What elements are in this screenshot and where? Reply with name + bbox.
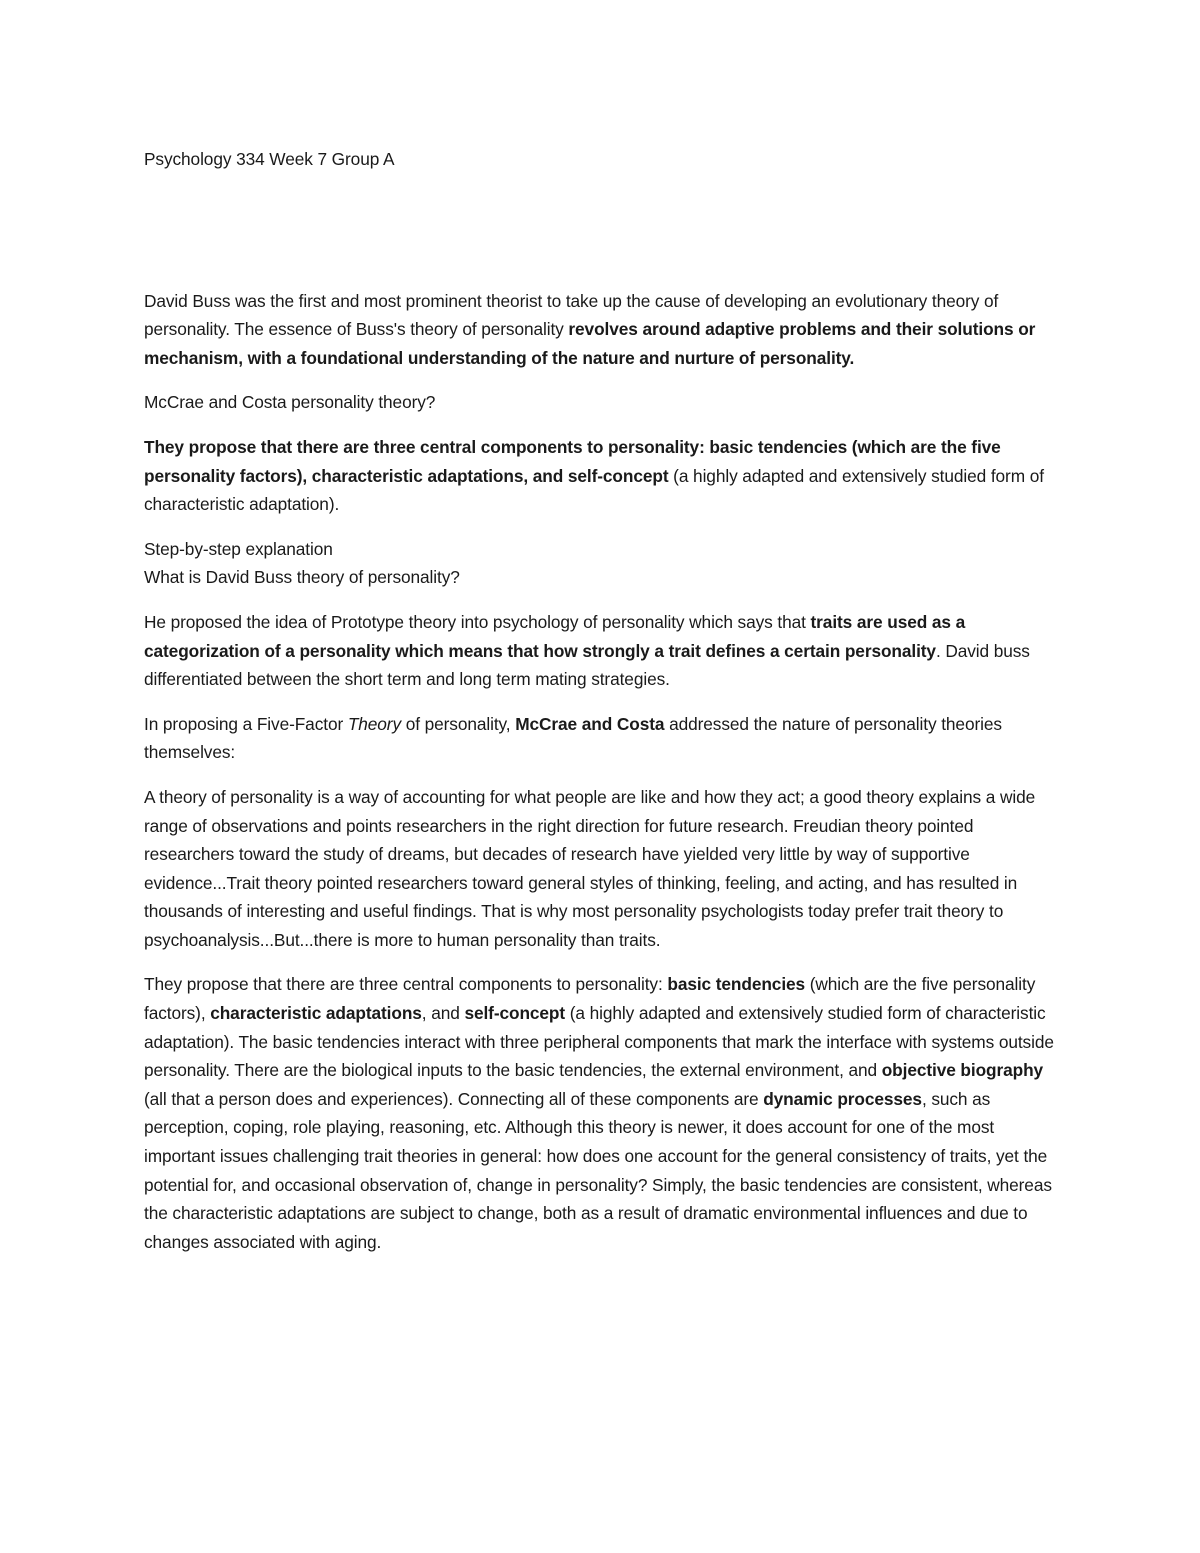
paragraph-mccrae-costa-question [144,388,1056,417]
text-run: They propose that there are three central components to personality: [144,974,668,995]
paragraph-components-detail [144,970,1056,1256]
paragraph-prototype-theory [144,608,1056,694]
bold-text: dynamic processes [763,1088,922,1109]
text-run: , such as perception, coping, role playing, reasoning, etc. Although this theory is newer, it does account for one of the most important issues challenging trait theories in general: how does one account for the general consistency of traits, yet the potential for, and occasional observation of, change in personality? Simply, the basic tendencies are consistent, whereas the characteristic adaptations are subject to change, both as a result of dramatic environmental influences and due to changes associated with aging. [144,1088,1052,1252]
text-run: What is David Buss theory of personality? [144,567,460,588]
text-run: (a highly adapted and extensively studied form of characteristic adaptation). [144,465,1044,515]
text-run: Step-by-step explanation [144,538,333,559]
bold-text: They propose that there are three central components to personality: basic tendencies (which are the five personality factors), characteristic adaptations, and self-concept [144,436,1001,486]
text-run: A theory of personality is a way of accounting for what people are like and how they act; a good theory explains a wide range of observations and points researchers in the right direction for future research. Freudian theory pointed researchers toward the study of dreams, but decades of research have yielded very little by way of supportive evidence...Trait theory pointed researchers toward general styles of thinking, feeling, and acting, and has resulted in thousands of interesting and useful findings. That is why most personality psychologists today prefer trait theory to psychoanalysis...But...there is more to human personality than traits. [144,786,1036,950]
text-run: (a highly adapted and extensively studied form of characteristic adaptation). The basic tendencies interact with three peripheral components that mark the interface with systems outside personality. There are the biological inputs to the basic tendencies, the external environment, and [144,1003,1054,1081]
paragraph-three-components [144,433,1056,519]
text-run: McCrae and Costa personality theory? [144,392,436,413]
text-run: of personality, [401,713,516,734]
bold-text: objective biography [881,1060,1044,1081]
paragraph-buss-question [144,563,1056,592]
bold-text: self-concept [464,1003,566,1024]
bold-text: McCrae and Costa [515,713,665,734]
text-run: addressed the nature of personality theories themselves: [144,713,1002,763]
bold-text: characteristic adaptations [210,1003,422,1024]
document-title: Psychology 334 Week 7 Group A [144,149,395,169]
text-run: In proposing a Five-Factor [144,713,348,734]
paragraph-theory-quote [144,783,1056,955]
text-run: David Buss was the first and most prominent theorist to take up the cause of developing an evolutionary theory of personality. The essence of Buss's theory of personality [144,290,999,340]
text-run: , and [421,1003,465,1024]
text-run: He proposed the idea of Prototype theory into psychology of personality which says that [144,611,811,632]
text-run: (all that a person does and experiences). Connecting all of these components are [144,1088,764,1109]
bold-text: traits are used as a categorization of a personality which means that how strongly a trait defines a certain personality [144,611,966,661]
text-run: (which are the five personality factors), [144,974,1036,1024]
paragraph-step-by-step [144,535,1056,564]
bold-text: revolves around adaptive problems and their solutions or mechanism, with a foundational understanding of the nature and nurture of personality. [144,319,1036,368]
document-body [144,145,1056,1256]
bold-text: basic tendencies [667,974,806,995]
italic-text: Theory [347,713,401,734]
spacer [144,174,1056,287]
paragraph-buss-intro [144,287,1056,373]
paragraph-five-factor [144,710,1056,767]
text-run: . David buss differentiated between the short term and long term mating strategies. [144,640,1030,690]
